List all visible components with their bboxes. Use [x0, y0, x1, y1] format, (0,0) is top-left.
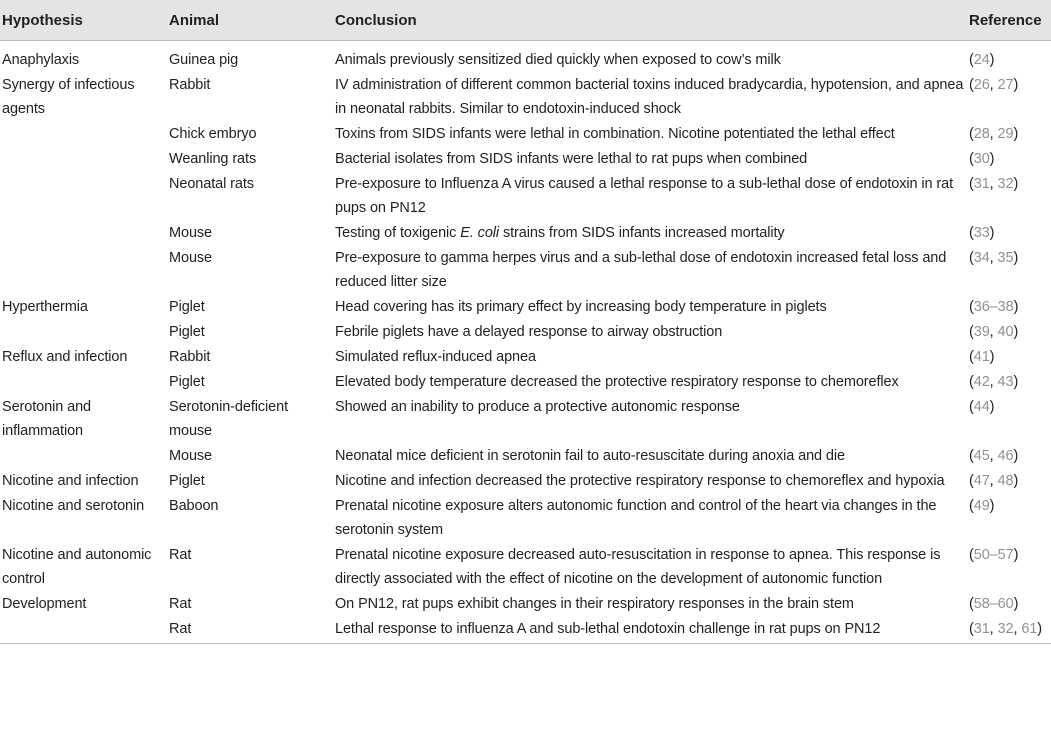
animal-cell-text: Neonatal rats [169, 176, 254, 192]
animal-cell [167, 616, 333, 644]
reference-link[interactable]: 36–38 [973, 299, 1014, 315]
conclusion-cell-text: Elevated body temperature decreased the protective respiratory response to chemoreflex [335, 374, 899, 390]
table-row [0, 171, 1051, 220]
hypothesis-cell-text [2, 146, 167, 147]
reference-list: (49) [969, 498, 995, 514]
hypothesis-cell [0, 220, 167, 245]
hypothesis-cell [0, 72, 167, 121]
conclusion-cell [333, 41, 969, 73]
reference-cell [969, 121, 1051, 146]
reference-link[interactable]: 31 [973, 621, 990, 637]
animal-cell [167, 591, 333, 616]
reference-cell [969, 72, 1051, 121]
animal-cell [167, 344, 333, 369]
reference-cell [969, 146, 1051, 171]
animal-cell-text: Piglet [169, 299, 205, 315]
conclusion-cell-text: Pre-exposure to Influenza A virus caused a lethal response to a sub-lethal dose of endotoxin in rat pups on PN12 [335, 176, 954, 216]
animal-cell [167, 171, 333, 220]
reference-cell [969, 319, 1051, 344]
animal-cell [167, 146, 333, 171]
table-row [0, 493, 1051, 542]
hypothesis-cell-text [2, 171, 167, 172]
table-row [0, 616, 1051, 644]
reference-link[interactable]: 33 [973, 225, 990, 241]
reference-link[interactable]: 44 [973, 399, 990, 415]
reference-list: (36–38) [969, 299, 1019, 315]
header-conclusion: Conclusion [333, 0, 969, 41]
reference-list: (45, 46) [969, 448, 1019, 464]
conclusion-cell [333, 542, 969, 591]
reference-link[interactable]: 29 [997, 126, 1014, 142]
conclusion-cell-text: Animals previously sensitized died quickly when exposed to cow’s milk [335, 52, 781, 68]
reference-list: (39, 40) [969, 324, 1019, 340]
reference-list: (41) [969, 349, 995, 365]
hypothesis-cell [0, 394, 167, 443]
animal-cell [167, 121, 333, 146]
conclusion-cell [333, 245, 969, 294]
conclusion-cell [333, 394, 969, 443]
reference-list: (58–60) [969, 596, 1019, 612]
animal-cell [167, 394, 333, 443]
reference-list: (31, 32) [969, 176, 1019, 192]
reference-link[interactable]: 32 [997, 621, 1014, 637]
table-row [0, 443, 1051, 468]
reference-link[interactable]: 48 [997, 473, 1014, 489]
animal-cell-text: Mouse [169, 250, 213, 266]
animal-cell-text: Mouse [169, 225, 213, 241]
conclusion-cell [333, 220, 969, 245]
reference-link[interactable]: 28 [973, 126, 990, 142]
conclusion-cell-text: On PN12, rat pups exhibit changes in their respiratory responses in the brain stem [335, 596, 854, 612]
conclusion-cell [333, 616, 969, 644]
reference-cell [969, 220, 1051, 245]
animal-cell [167, 493, 333, 542]
animal-cell-text: Rat [169, 621, 192, 637]
conclusion-cell-text: Febrile piglets have a delayed response to airway obstruction [335, 324, 723, 340]
reference-link[interactable]: 46 [997, 448, 1014, 464]
conclusion-cell [333, 171, 969, 220]
hypothesis-cell-text: Anaphylaxis [2, 52, 80, 68]
hypothesis-cell [0, 443, 167, 468]
hypothesis-cell-text [2, 616, 167, 617]
hypothesis-cell [0, 542, 167, 591]
hypothesis-cell [0, 493, 167, 542]
reference-link[interactable]: 41 [973, 349, 990, 365]
animal-cell [167, 245, 333, 294]
animal-cell [167, 443, 333, 468]
animal-cell-text: Rabbit [169, 349, 211, 365]
table-row [0, 369, 1051, 394]
reference-cell [969, 344, 1051, 369]
table-row [0, 542, 1051, 591]
table-row [0, 41, 1051, 73]
table-row [0, 72, 1051, 121]
reference-list: (30) [969, 151, 995, 167]
table-row [0, 220, 1051, 245]
animal-cell [167, 319, 333, 344]
hypothesis-cell [0, 146, 167, 171]
animal-cell-text: Piglet [169, 374, 205, 390]
hypothesis-cell-text: Serotonin and inflammation [2, 399, 91, 439]
table-row [0, 294, 1051, 319]
reference-link[interactable]: 39 [973, 324, 990, 340]
conclusion-cell [333, 493, 969, 542]
table-row [0, 121, 1051, 146]
table-row [0, 591, 1051, 616]
animal-cell-text: Mouse [169, 448, 213, 464]
reference-cell [969, 591, 1051, 616]
reference-cell [969, 443, 1051, 468]
conclusion-cell [333, 319, 969, 344]
animal-cell-text: Rat [169, 596, 192, 612]
hypothesis-cell-text: Development [2, 596, 87, 612]
animal-cell-text: Guinea pig [169, 52, 239, 68]
table-row [0, 245, 1051, 294]
animal-cell [167, 72, 333, 121]
reference-cell [969, 394, 1051, 443]
reference-cell [969, 468, 1051, 493]
reference-list: (31, 32, 61) [969, 621, 1042, 637]
conclusion-cell-text: Prenatal nicotine exposure decreased auto-resuscitation in response to apnea. This response is directly associated with the effect of nicotine on the development of autonomic function [335, 547, 941, 587]
reference-cell [969, 493, 1051, 542]
hypothesis-cell-text: Reflux and infection [2, 349, 128, 365]
reference-list: (28, 29) [969, 126, 1019, 142]
reference-link[interactable]: 50–57 [973, 547, 1014, 563]
header-animal: Animal [167, 0, 333, 41]
animal-cell [167, 294, 333, 319]
reference-cell [969, 369, 1051, 394]
hypothesis-cell-text: Synergy of infectious agents [2, 77, 135, 117]
hypothesis-cell [0, 369, 167, 394]
animal-cell-text: Rabbit [169, 77, 211, 93]
conclusion-cell [333, 344, 969, 369]
hypothesis-cell-text [2, 220, 167, 221]
hypothesis-cell [0, 344, 167, 369]
header-reference: Reference [969, 0, 1051, 41]
table-row [0, 344, 1051, 369]
hypothesis-cell-text [2, 443, 167, 444]
hypothesis-cell [0, 319, 167, 344]
reference-link[interactable]: 45 [973, 448, 990, 464]
conclusion-cell-text: IV administration of different common bacterial toxins induced bradycardia, hypotension, and apnea in neonatal rabbits. Similar to endotoxin-induced shock [335, 77, 964, 117]
reference-link[interactable]: 32 [997, 176, 1014, 192]
hypothesis-cell [0, 591, 167, 616]
table-row [0, 468, 1051, 493]
reference-link[interactable]: 31 [973, 176, 990, 192]
header-row [0, 0, 1051, 41]
animal-cell-text: Chick embryo [169, 126, 257, 142]
conclusion-cell-text: Head covering has its primary effect by increasing body temperature in piglets [335, 299, 827, 315]
conclusion-cell-text: Showed an inability to produce a protective autonomic response [335, 399, 740, 415]
reference-link[interactable]: 61 [1021, 621, 1038, 637]
reference-list: (33) [969, 225, 995, 241]
hypothesis-cell-text: Hyperthermia [2, 299, 88, 315]
hypothesis-cell [0, 616, 167, 644]
conclusion-cell-text: Bacterial isolates from SIDS infants were lethal to rat pups when combined [335, 151, 808, 167]
conclusion-cell-text: Lethal response to influenza A and sub-lethal endotoxin challenge in rat pups on PN12 [335, 621, 881, 637]
table-row [0, 319, 1051, 344]
reference-cell [969, 41, 1051, 73]
conclusion-cell-text: Pre-exposure to gamma herpes virus and a sub-lethal dose of endotoxin increased fetal loss and reduced litter size [335, 250, 947, 290]
table-body [0, 41, 1051, 644]
hypothesis-cell [0, 245, 167, 294]
reference-cell [969, 294, 1051, 319]
reference-link[interactable]: 42 [973, 374, 990, 390]
reference-list: (42, 43) [969, 374, 1019, 390]
reference-link[interactable]: 24 [973, 52, 990, 68]
hypothesis-cell [0, 121, 167, 146]
reference-link[interactable]: 34 [973, 250, 990, 266]
hypothesis-cell-text [2, 121, 167, 122]
conclusion-cell [333, 121, 969, 146]
reference-cell [969, 542, 1051, 591]
animal-cell [167, 41, 333, 73]
hypothesis-cell [0, 468, 167, 493]
table-row [0, 394, 1051, 443]
reference-list: (24) [969, 52, 995, 68]
reference-list: (50–57) [969, 547, 1019, 563]
animal-cell-text: Serotonin-deficient mouse [169, 399, 289, 439]
animal-cell-text: Baboon [169, 498, 219, 514]
animal-cell-text: Rat [169, 547, 192, 563]
animal-cell-text: Piglet [169, 473, 205, 489]
animal-cell [167, 468, 333, 493]
reference-cell [969, 616, 1051, 644]
conclusion-cell [333, 72, 969, 121]
reference-link[interactable]: 26 [973, 77, 990, 93]
header-hypothesis: Hypothesis [0, 0, 167, 41]
animal-cell [167, 542, 333, 591]
reference-link[interactable]: 35 [997, 250, 1014, 266]
hypothesis-cell-text: Nicotine and autonomic control [2, 547, 152, 587]
hypothesis-cell-text [2, 369, 167, 370]
conclusion-cell-text: Nicotine and infection decreased the protective respiratory response to chemoreflex and hypoxia [335, 473, 945, 489]
hypothesis-cell [0, 294, 167, 319]
hypothesis-cell-text: Nicotine and infection [2, 473, 139, 489]
conclusion-cell-text: Testing of toxigenic E. coli strains from SIDS infants increased mortality [335, 225, 785, 241]
animal-cell [167, 220, 333, 245]
conclusion-cell [333, 146, 969, 171]
hypothesis-cell-text: Nicotine and serotonin [2, 498, 145, 514]
reference-list: (34, 35) [969, 250, 1019, 266]
hypothesis-cell [0, 171, 167, 220]
conclusion-cell-text: Prenatal nicotine exposure alters autonomic function and control of the heart via changes in the serotonin system [335, 498, 937, 538]
conclusion-cell-text: Neonatal mice deficient in serotonin fail to auto-resuscitate during anoxia and die [335, 448, 845, 464]
conclusion-cell [333, 468, 969, 493]
reference-link[interactable]: 43 [997, 374, 1014, 390]
reference-cell [969, 245, 1051, 294]
animal-cell [167, 369, 333, 394]
reference-list: (44) [969, 399, 995, 415]
animal-cell-text: Weanling rats [169, 151, 257, 167]
table-row [0, 146, 1051, 171]
reference-link[interactable]: 47 [973, 473, 990, 489]
conclusion-cell [333, 443, 969, 468]
hypothesis-cell [0, 41, 167, 73]
hypothesis-cell-text [2, 245, 167, 246]
conclusion-cell [333, 591, 969, 616]
reference-list: (26, 27) [969, 77, 1019, 93]
reference-link[interactable]: 40 [997, 324, 1014, 340]
reference-link[interactable]: 58–60 [973, 596, 1014, 612]
conclusion-cell [333, 369, 969, 394]
reference-list: (47, 48) [969, 473, 1019, 489]
conclusion-cell-text: Simulated reflux-induced apnea [335, 349, 536, 365]
conclusion-cell [333, 294, 969, 319]
conclusion-cell-text: Toxins from SIDS infants were lethal in combination. Nicotine potentiated the lethal effect [335, 126, 895, 142]
reference-cell [969, 171, 1051, 220]
reference-link[interactable]: 30 [973, 151, 990, 167]
reference-link[interactable]: 49 [973, 498, 990, 514]
hypothesis-cell-text [2, 319, 167, 320]
reference-link[interactable]: 27 [997, 77, 1014, 93]
animal-cell-text: Piglet [169, 324, 205, 340]
table-header [0, 0, 1051, 41]
